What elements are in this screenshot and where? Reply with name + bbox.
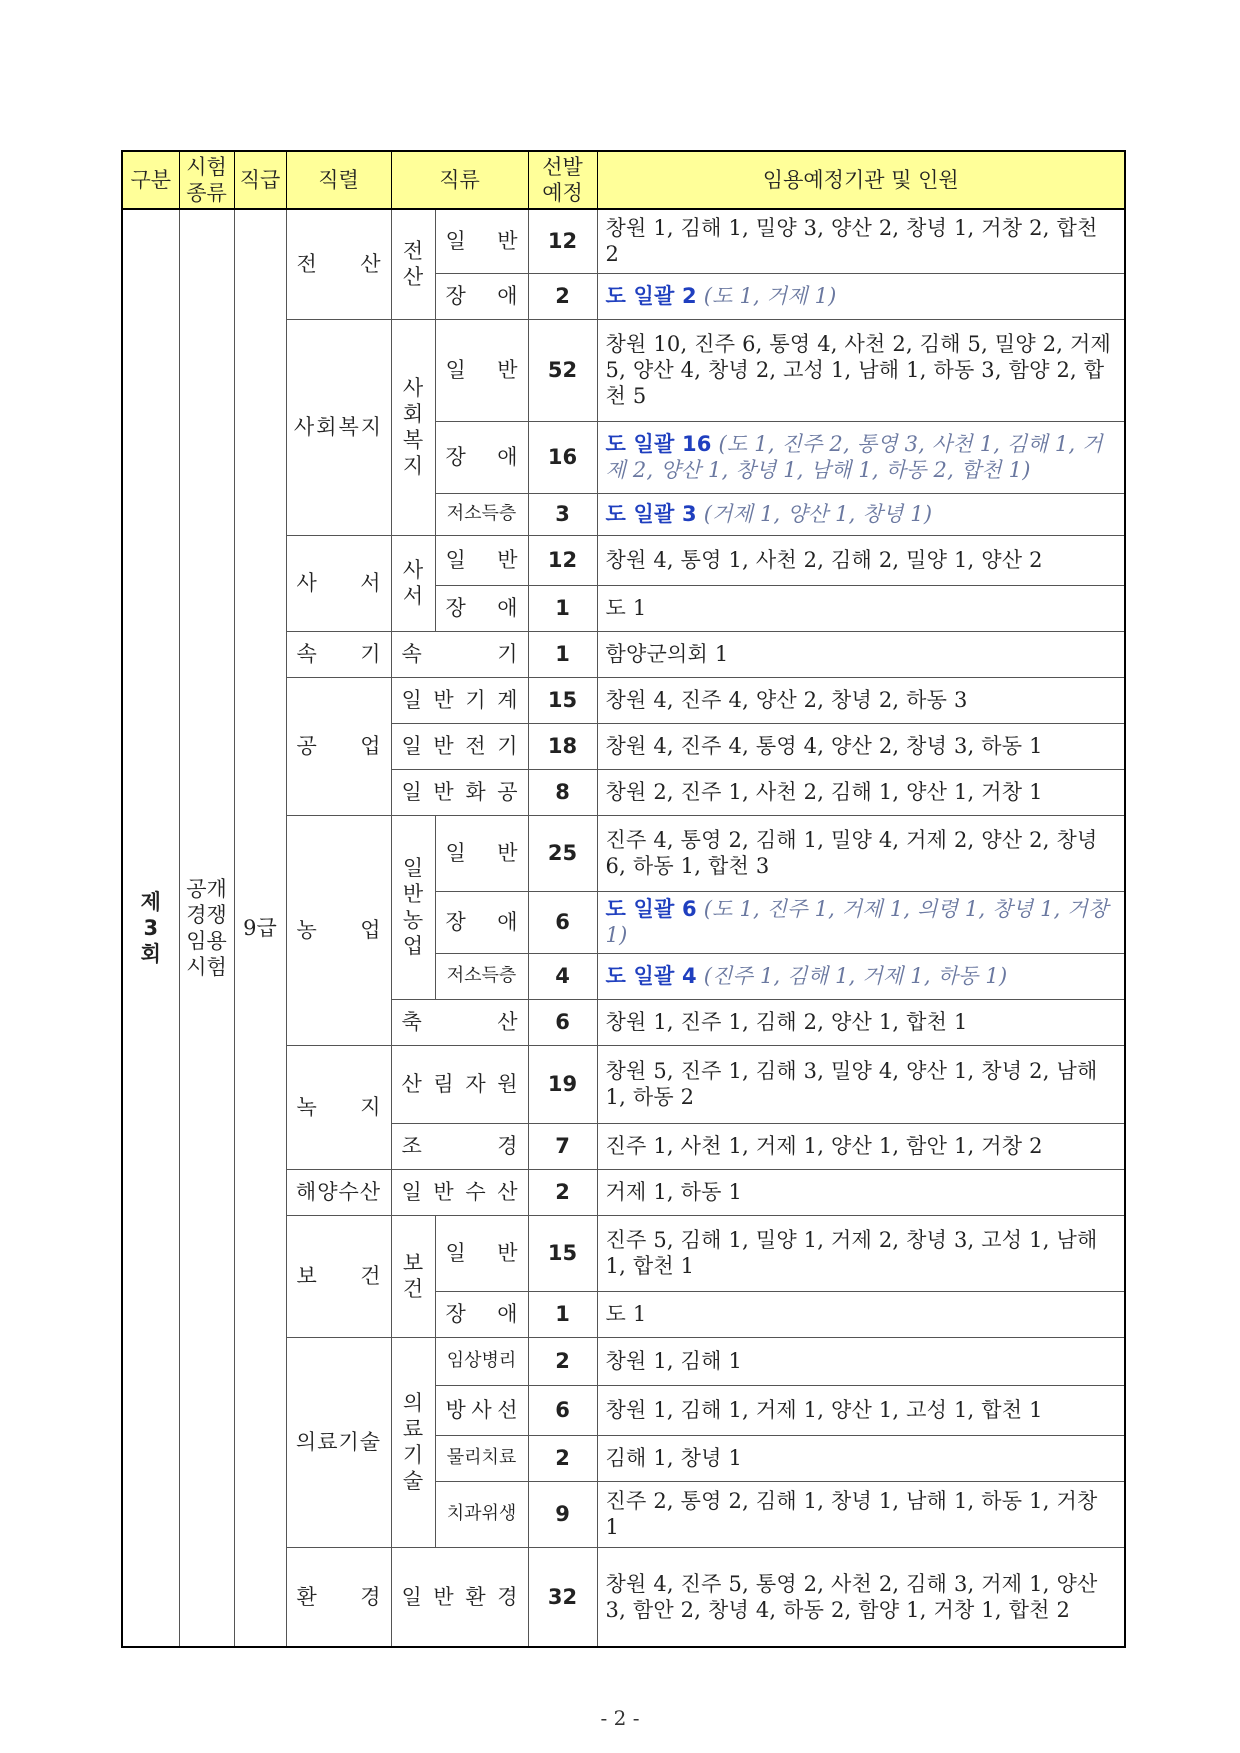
quota-cell: 6 — [528, 999, 597, 1045]
round-cell: 제 3 회 — [122, 209, 179, 1647]
header-category: 직류 — [391, 151, 528, 209]
agency-cell: 창원 4, 통영 1, 사천 2, 김해 2, 밀양 1, 양산 2 — [597, 535, 1125, 585]
series-green: 녹 지 — [286, 1045, 391, 1169]
agency-bulk-label: 도 일괄 3 — [605, 502, 697, 526]
agency-bulk-label: 도 일괄 16 — [605, 432, 712, 456]
quota-cell: 4 — [528, 953, 597, 999]
quota-cell: 52 — [528, 319, 597, 421]
header-series: 직렬 — [286, 151, 391, 209]
series-agriculture: 농 업 — [286, 815, 391, 1045]
group-agriculture: 일 반 농 업 — [391, 815, 435, 999]
header-quota: 선발 예정 — [528, 151, 597, 209]
series-industry: 공 업 — [286, 677, 391, 815]
group-librarian: 사 서 — [391, 535, 435, 631]
agency-cell: 진주 2, 통영 2, 김해 1, 창녕 1, 남해 1, 하동 1, 거창 1 — [597, 1481, 1125, 1547]
page-number: - 2 - — [600, 1706, 640, 1730]
header-gubun: 구분 — [122, 151, 179, 209]
agency-cell — [597, 493, 1125, 535]
category-cell: 저소득층 — [435, 493, 528, 535]
quota-cell: 32 — [528, 1547, 597, 1647]
quota-cell: 8 — [528, 769, 597, 815]
agency-cell: 창원 1, 김해 1, 밀양 3, 양산 2, 창녕 1, 거창 2, 합천 2 — [597, 209, 1125, 273]
agency-cell: 진주 4, 통영 2, 김해 1, 밀양 4, 거제 2, 양산 2, 창녕 6, 하동 1, 합천 3 — [597, 815, 1125, 891]
group-welfare: 사 회 복 지 — [391, 319, 435, 535]
agency-bulk-label: 도 일괄 2 — [605, 284, 697, 308]
category-cell: 장 애 — [435, 421, 528, 493]
quota-cell: 2 — [528, 1169, 597, 1215]
table-row — [122, 209, 1125, 273]
header-row — [122, 151, 1125, 209]
agency-detail: (도 1, 진주 2, 통영 3, 사천 1, 김해 1, 거제 2, 양산 1, 창녕 1, 남해 1, 하동 2, 합천 1) — [605, 432, 1103, 482]
agency-cell: 도 1 — [597, 585, 1125, 631]
category-cell: 장 애 — [435, 273, 528, 319]
quota-cell: 16 — [528, 421, 597, 493]
series-health: 보 건 — [286, 1215, 391, 1337]
quota-cell: 12 — [528, 209, 597, 273]
exam-cell: 공개 경쟁 임용 시험 — [179, 209, 234, 1647]
quota-cell: 6 — [528, 1385, 597, 1435]
quota-cell: 19 — [528, 1045, 597, 1123]
category-cell: 일 반 전 기 — [391, 723, 528, 769]
series-medtech: 의료기술 — [286, 1337, 391, 1547]
group-health: 보 건 — [391, 1215, 435, 1337]
agency-cell: 창원 10, 진주 6, 통영 4, 사천 2, 김해 5, 밀양 2, 거제 5, 양산 4, 창녕 2, 고성 1, 남해 1, 하동 3, 함양 2, 합천 5 — [597, 319, 1125, 421]
agency-cell: 창원 1, 진주 1, 김해 2, 양산 1, 합천 1 — [597, 999, 1125, 1045]
category-cell: 일 반 수 산 — [391, 1169, 528, 1215]
category-cell: 일 반 기 계 — [391, 677, 528, 723]
agency-cell: 창원 5, 진주 1, 김해 3, 밀양 4, 양산 1, 창녕 2, 남해 1, 하동 2 — [597, 1045, 1125, 1123]
group-jeonsan: 전 산 — [391, 209, 435, 319]
header-agencies: 임용예정기관 및 인원 — [597, 151, 1125, 209]
agency-bulk-label: 도 일괄 4 — [605, 964, 697, 988]
agency-detail: (진주 1, 김해 1, 거제 1, 하동 1) — [703, 964, 1008, 988]
category-cell: 저소득층 — [435, 953, 528, 999]
quota-cell: 2 — [528, 1337, 597, 1385]
category-cell: 일 반 — [435, 209, 528, 273]
agency-cell: 김해 1, 창녕 1 — [597, 1435, 1125, 1481]
agency-cell — [597, 273, 1125, 319]
agency-cell: 창원 4, 진주 4, 통영 4, 양산 2, 창녕 3, 하동 1 — [597, 723, 1125, 769]
agency-cell — [597, 891, 1125, 953]
quota-cell: 15 — [528, 677, 597, 723]
agency-cell: 창원 2, 진주 1, 사천 2, 김해 1, 양산 1, 거창 1 — [597, 769, 1125, 815]
group-medtech: 의 료 기 술 — [391, 1337, 435, 1547]
header-exam-type: 시험 종류 — [179, 151, 234, 209]
category-cell: 방 사 선 — [435, 1385, 528, 1435]
category-cell: 일 반 — [435, 319, 528, 421]
category-cell: 일 반 환 경 — [391, 1547, 528, 1647]
agency-bulk-label: 도 일괄 6 — [605, 897, 697, 921]
quota-cell: 2 — [528, 273, 597, 319]
quota-cell: 25 — [528, 815, 597, 891]
quota-cell: 6 — [528, 891, 597, 953]
series-welfare: 사회복지 — [286, 319, 391, 535]
quota-cell: 12 — [528, 535, 597, 585]
grade-cell: 9급 — [234, 209, 286, 1647]
category-cell: 일 반 — [435, 815, 528, 891]
category-cell: 임상병리 — [435, 1337, 528, 1385]
agency-cell: 창원 1, 김해 1 — [597, 1337, 1125, 1385]
category-cell: 일 반 — [435, 535, 528, 585]
agency-cell: 창원 4, 진주 4, 양산 2, 창녕 2, 하동 3 — [597, 677, 1125, 723]
agency-cell: 진주 5, 김해 1, 밀양 1, 거제 2, 창녕 3, 고성 1, 남해 1, 합천 1 — [597, 1215, 1125, 1291]
category-cell: 장 애 — [435, 585, 528, 631]
quota-cell: 18 — [528, 723, 597, 769]
agency-cell: 함양군의회 1 — [597, 631, 1125, 677]
category-cell: 장 애 — [435, 1291, 528, 1337]
series-jeonsan: 전 산 — [286, 209, 391, 319]
agency-cell: 창원 4, 진주 5, 통영 2, 사천 2, 김해 3, 거제 1, 양산 3, 함안 2, 창녕 4, 하동 2, 함양 1, 거창 1, 합천 2 — [597, 1547, 1125, 1647]
agency-detail: (도 1, 거제 1) — [703, 284, 837, 308]
category-cell: 조 경 — [391, 1123, 528, 1169]
category-cell: 산 림 자 원 — [391, 1045, 528, 1123]
quota-cell: 1 — [528, 631, 597, 677]
quota-cell: 9 — [528, 1481, 597, 1547]
quota-cell: 1 — [528, 1291, 597, 1337]
quota-cell: 15 — [528, 1215, 597, 1291]
quota-cell: 7 — [528, 1123, 597, 1169]
quota-cell: 2 — [528, 1435, 597, 1481]
category-cell: 치과위생 — [435, 1481, 528, 1547]
agency-detail: (거제 1, 양산 1, 창녕 1) — [703, 502, 933, 526]
agency-cell: 거제 1, 하동 1 — [597, 1169, 1125, 1215]
agency-cell: 도 1 — [597, 1291, 1125, 1337]
series-environment: 환 경 — [286, 1547, 391, 1647]
category-cell: 일 반 화 공 — [391, 769, 528, 815]
category-cell: 축 산 — [391, 999, 528, 1045]
quota-cell: 1 — [528, 585, 597, 631]
quota-cell: 3 — [528, 493, 597, 535]
category-cell: 속 기 — [391, 631, 528, 677]
category-cell: 장 애 — [435, 891, 528, 953]
category-cell: 물리치료 — [435, 1435, 528, 1481]
category-cell: 일 반 — [435, 1215, 528, 1291]
series-marine: 해양수산 — [286, 1169, 391, 1215]
agency-cell: 진주 1, 사천 1, 거제 1, 양산 1, 함안 1, 거창 2 — [597, 1123, 1125, 1169]
series-librarian: 사 서 — [286, 535, 391, 631]
agency-cell — [597, 421, 1125, 493]
series-stenography: 속 기 — [286, 631, 391, 677]
agency-cell — [597, 953, 1125, 999]
header-grade: 직급 — [234, 151, 286, 209]
recruitment-table — [121, 150, 1126, 1648]
agency-detail: (도 1, 진주 1, 거제 1, 의령 1, 창녕 1, 거창 1) — [605, 897, 1109, 947]
agency-cell: 창원 1, 김해 1, 거제 1, 양산 1, 고성 1, 합천 1 — [597, 1385, 1125, 1435]
